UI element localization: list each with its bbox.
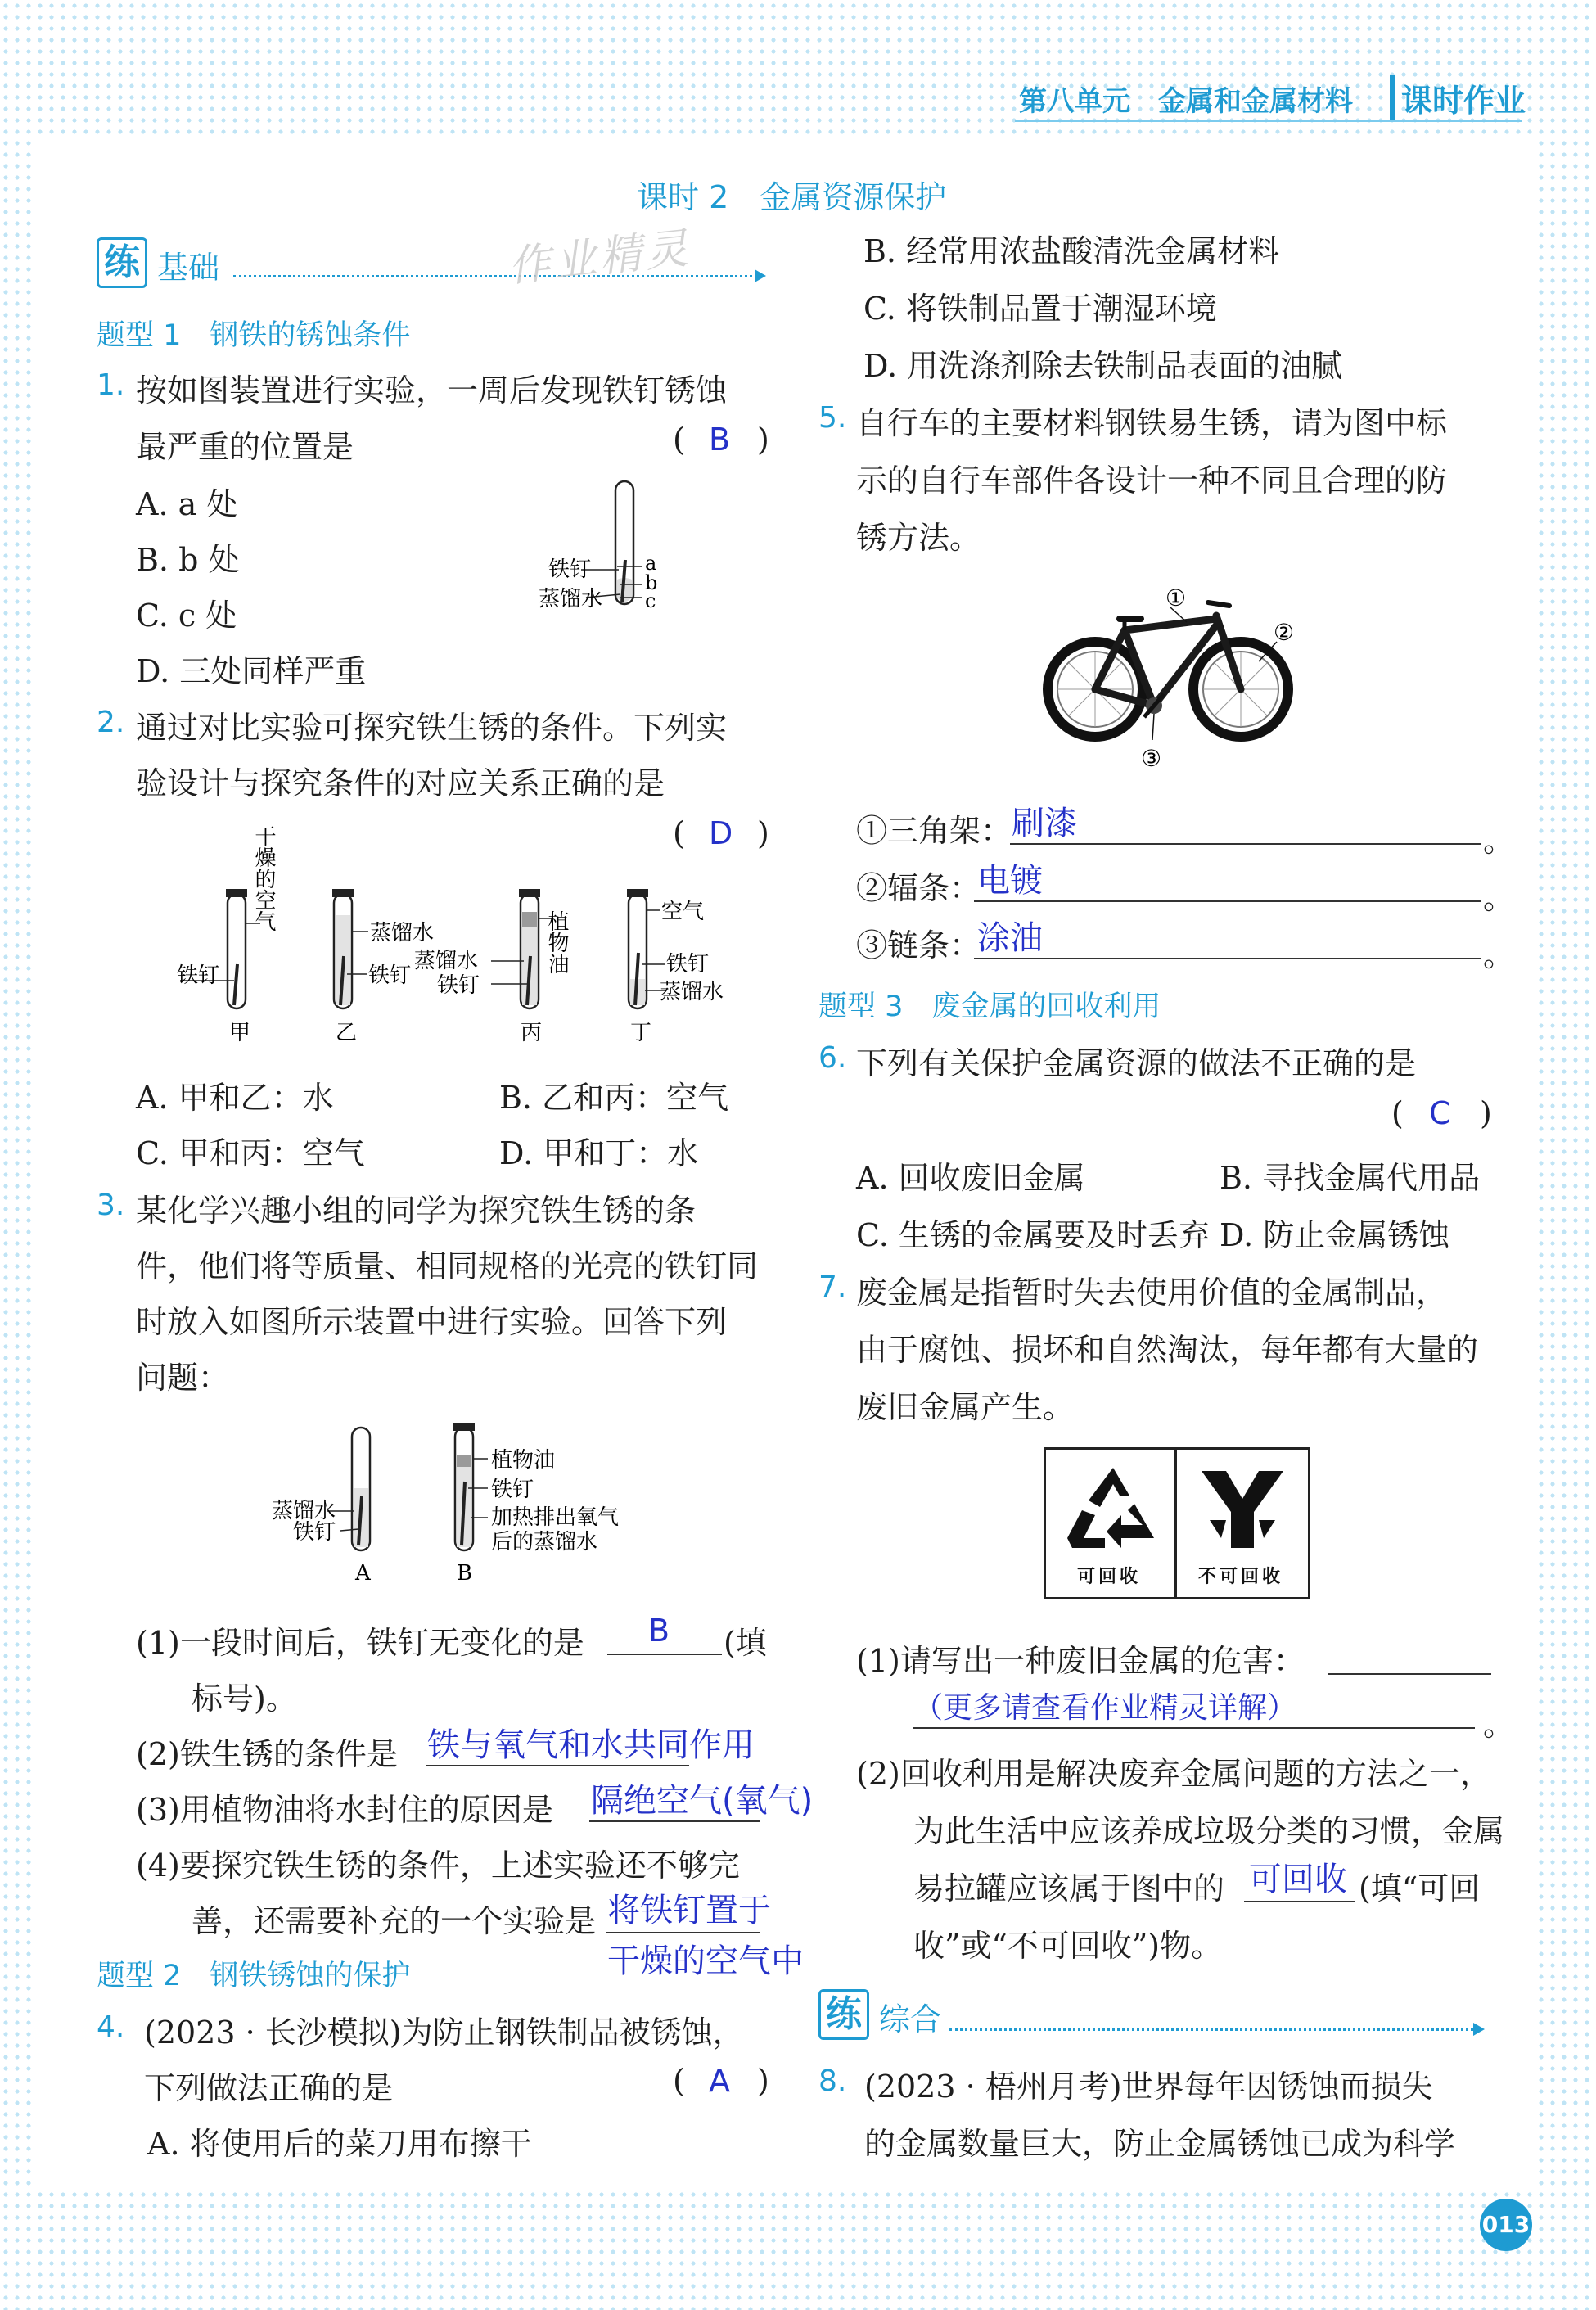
bicycle-figure	[1039, 583, 1318, 779]
q3-s3-pre: (3)用植物油将水封住的原因是	[136, 1792, 553, 1828]
q5-stem-3: 锈方法。	[856, 520, 981, 556]
q3-s1-line2: 标号)。	[192, 1681, 297, 1717]
q2-ding-water: 蒸馏水	[660, 980, 724, 1004]
q3-stem-1: 某化学兴趣小组的同学为探究铁生锈的条	[136, 1193, 697, 1229]
q6-option-a: A. 回收废旧金属	[856, 1160, 1085, 1196]
q4-stem-1: (2023 · 长沙模拟)为防止钢铁制品被锈蚀，	[144, 2014, 744, 2051]
bike-mark-2: ②	[1274, 619, 1295, 646]
q3-s2-answer: 铁与氧气和水共同作用	[427, 1726, 755, 1764]
q3-a-nail: 铁钉	[293, 1520, 336, 1545]
section-comprehensive-label: 综合	[879, 2001, 942, 2037]
q2-bing-label: 丙	[521, 1021, 543, 1045]
q5-stem-1: 自行车的主要材料钢铁易生锈，请为图中标	[856, 405, 1448, 441]
q7-s2-answer: 可回收	[1249, 1861, 1347, 1898]
q1-stem-1: 按如图装置进行实验，一周后发现铁钉锈蚀	[136, 372, 728, 408]
q1-fig-water-label: 蒸馏水	[539, 587, 603, 611]
q3-b-water-2: 后的蒸馏水	[491, 1530, 598, 1554]
q2-ding-air: 空气	[661, 900, 705, 924]
q5-number: 5.	[818, 401, 847, 435]
non-recyclable-label: 不可回收	[1198, 1567, 1284, 1587]
q7-s2-line	[1244, 1901, 1355, 1902]
q1-option-c: C. c 处	[136, 598, 237, 634]
arrow-icon	[755, 269, 766, 282]
type-1-title: 题型 1 钢铁的锈蚀条件	[97, 319, 411, 352]
q4-option-b: B. 经常用浓盐酸清洗金属材料	[863, 233, 1280, 269]
q5-item-1-period: 。	[1483, 823, 1515, 859]
q5-item-2-label: ②辐条：	[856, 870, 981, 906]
q8-stem-1: (2023 · 梧州月考)世界每年因锈蚀而损失	[864, 2069, 1433, 2105]
recyclable-label: 可回收	[1077, 1567, 1142, 1587]
q2-jia-nail: 铁钉	[177, 963, 220, 988]
lesson-title: 课时 2 金属资源保护	[637, 179, 947, 215]
q6-paren-close: )	[1480, 1095, 1492, 1131]
section-basic-label: 基础	[157, 250, 220, 286]
q2-option-a: A. 甲和乙：水	[136, 1080, 334, 1116]
q4-number: 4.	[97, 2010, 125, 2044]
watermark: 作业精灵	[506, 223, 694, 292]
q5-item-1-line	[1010, 843, 1481, 845]
q4-option-d: D. 用洗涤剂除去铁制品表面的油腻	[863, 348, 1343, 384]
q7-stem-2: 由于腐蚀、损坏和自然淘汰，每年都有大量的	[856, 1332, 1479, 1368]
q2-bing-water: 蒸馏水	[414, 949, 479, 973]
page-number: 013	[1480, 2199, 1532, 2251]
q3-a-label: A	[355, 1561, 371, 1586]
bicycle-frame	[1095, 616, 1241, 706]
q3-stem-2: 件，他们将等质量、相同规格的光亮的铁钉同	[136, 1248, 759, 1284]
homework-badge: 课时作业	[1390, 75, 1526, 120]
q1-answer: B	[709, 422, 731, 458]
q2-yi-water: 蒸馏水	[370, 921, 435, 945]
q1-paren-close: )	[757, 422, 769, 458]
q5-item-2-line	[974, 900, 1481, 902]
q5-item-2-period: 。	[1483, 880, 1515, 916]
q2-paren-close: )	[757, 815, 769, 851]
q7-s2-line2: 为此生活中应该养成垃圾分类的习惯，金属	[913, 1813, 1505, 1849]
q2-four-tubes-figure	[164, 825, 737, 1046]
type-3-title: 题型 3 废金属的回收利用	[818, 990, 1161, 1023]
q4-option-c: C. 将铁制品置于潮湿环境	[863, 291, 1217, 327]
q3-s2-pre: (2)铁生锈的条件是	[136, 1736, 398, 1772]
q2-ding-label: 丁	[630, 1021, 652, 1045]
q7-s1-line-1	[1328, 1673, 1491, 1675]
arrow-icon-2	[1473, 2023, 1485, 2036]
q3-b-nail: 铁钉	[491, 1478, 534, 1502]
unit-title: 第八单元 金属和金属材料	[1019, 85, 1353, 118]
q3-b-label: B	[457, 1561, 473, 1586]
q3-number: 3.	[97, 1189, 125, 1222]
q4-option-a: A. 将使用后的菜刀用布擦干	[147, 2126, 532, 2162]
q6-option-b: B. 寻找金属代用品	[1220, 1160, 1481, 1196]
q1-option-b: B. b 处	[136, 542, 240, 578]
q2-number: 2.	[97, 706, 125, 739]
q2-bing-oil: 植物油	[544, 910, 569, 974]
q5-item-1-answer: 刷漆	[1012, 805, 1077, 842]
q5-stem-2: 示的自行车部件各设计一种不同且合理的防	[856, 462, 1448, 499]
q6-option-d: D. 防止金属锈蚀	[1220, 1217, 1450, 1253]
q4-paren-close: )	[757, 2063, 769, 2099]
q2-yi-label: 乙	[336, 1021, 358, 1045]
practice-icon: 练	[97, 237, 147, 288]
q5-item-3-period: 。	[1483, 937, 1515, 973]
q7-s2-line4: 收”或“不可回收”)物。	[913, 1928, 1223, 1964]
q7-s2-line1: (2)回收利用是解决废弃金属问题的方法之一，	[856, 1756, 1491, 1792]
q1-fig-b: b	[645, 571, 658, 594]
q6-stem: 下列有关保护金属资源的做法不正确的是	[856, 1045, 1417, 1081]
q2-yi-nail: 铁钉	[368, 963, 412, 988]
q3-s4-answer-1: 将铁钉置于	[607, 1892, 771, 1929]
q7-s1-answer: （更多请查看作业精灵详解）	[913, 1691, 1297, 1725]
q1-stem-2: 最严重的位置是	[136, 429, 354, 465]
q2-bing-nail: 铁钉	[437, 973, 480, 998]
q1-paren-open: (	[673, 422, 685, 458]
q5-item-2-answer: 电镀	[977, 862, 1043, 900]
q2-stem-2: 验设计与探究条件的对应关系正确的是	[136, 765, 665, 801]
q1-fig-c: c	[645, 589, 656, 612]
section-comprehensive-rule	[949, 2028, 1473, 2031]
type-2-title: 题型 2 钢铁锈蚀的保护	[97, 1960, 411, 1992]
q3-s1-answer: B	[648, 1613, 670, 1649]
q5-item-1-label: ①三角架：	[856, 813, 1012, 849]
q3-s4-pre: 善，还需要补充的一个实验是	[192, 1903, 597, 1939]
q6-answer: C	[1429, 1095, 1451, 1131]
q5-item-3-answer: 涂油	[977, 919, 1043, 957]
q1-number: 1.	[97, 368, 125, 402]
q7-stem-1: 废金属是指暂时失去使用价值的金属制品，	[856, 1275, 1448, 1311]
q3-s1-pre: (1)一段时间后，铁钉无变化的是	[136, 1625, 584, 1661]
q2-option-b: B. 乙和丙：空气	[499, 1080, 729, 1116]
q6-paren-open: (	[1391, 1095, 1404, 1131]
q1-fig-a: a	[645, 552, 657, 575]
q7-s2-post: (填“可回	[1359, 1870, 1481, 1906]
q3-s1-line	[607, 1654, 722, 1655]
practice-icon-2: 练	[818, 1989, 869, 2040]
recycle-bins-figure	[1044, 1447, 1310, 1599]
q3-s4-line1: (4)要探究铁生锈的条件，上述实验还不够完	[136, 1848, 740, 1884]
q7-number: 7.	[818, 1270, 847, 1304]
q2-jia-label: 甲	[229, 1021, 251, 1045]
recyclable-icon	[1064, 1463, 1162, 1553]
q5-item-3-label: ③链条：	[856, 927, 981, 963]
q7-s1-pre: (1)请写出一种废旧金属的危害：	[856, 1643, 1305, 1679]
bike-mark-1: ①	[1165, 584, 1187, 611]
q1-fig-nail-label: 铁钉	[548, 557, 592, 582]
q7-stem-3: 废旧金属产生。	[856, 1389, 1075, 1425]
q3-s4-line	[606, 1932, 760, 1933]
q3-s3-answer: 隔绝空气(氧气)	[591, 1782, 814, 1820]
q5-item-3-line	[974, 958, 1481, 959]
q2-ding-nail: 铁钉	[666, 952, 710, 977]
q7-s2-pre: 易拉罐应该属于图中的	[913, 1870, 1225, 1906]
q2-stem-1: 通过对比实验可探究铁生锈的条件。下列实	[136, 710, 728, 746]
bike-mark-3: ③	[1141, 745, 1162, 772]
q3-a-water: 蒸馏水	[272, 1499, 336, 1523]
q6-number: 6.	[818, 1041, 847, 1075]
q4-answer: A	[709, 2063, 730, 2099]
q3-b-oil: 植物油	[491, 1448, 556, 1473]
q3-b-water-1: 加热排出氧气	[491, 1505, 620, 1530]
q2-answer: D	[709, 815, 733, 851]
q6-option-c: C. 生锈的金属要及时丢弃	[856, 1217, 1210, 1253]
q1-option-a: A. a 处	[136, 486, 238, 522]
q1-option-d: D. 三处同样严重	[136, 653, 367, 689]
q2-option-c: C. 甲和丙：空气	[136, 1135, 365, 1171]
q7-s1-period: 。	[1483, 1707, 1515, 1743]
q4-stem-2: 下列做法正确的是	[144, 2070, 394, 2106]
q1-test-tube-figure	[539, 475, 679, 630]
q2-paren-open: (	[673, 815, 685, 851]
q3-stem-3: 时放入如图所示装置中进行实验。回答下列	[136, 1304, 728, 1340]
non-recyclable-icon	[1193, 1463, 1292, 1553]
q2-jia-air: 干燥的空气	[251, 825, 276, 932]
header-rule	[1015, 120, 1522, 122]
q4-paren-open: (	[673, 2063, 685, 2099]
q3-s4-answer-2: 干燥的空气中	[607, 1942, 804, 1980]
q3-two-tubes-figure	[262, 1423, 647, 1586]
q2-option-d: D. 甲和丁：水	[499, 1135, 699, 1171]
q3-s1-post: (填	[724, 1625, 767, 1661]
q8-number: 8.	[818, 2064, 847, 2098]
q8-stem-2: 的金属数量巨大，防止金属锈蚀已成为科学	[864, 2126, 1456, 2162]
q3-stem-4: 问题：	[136, 1360, 230, 1396]
q7-s1-line-2	[913, 1727, 1475, 1729]
